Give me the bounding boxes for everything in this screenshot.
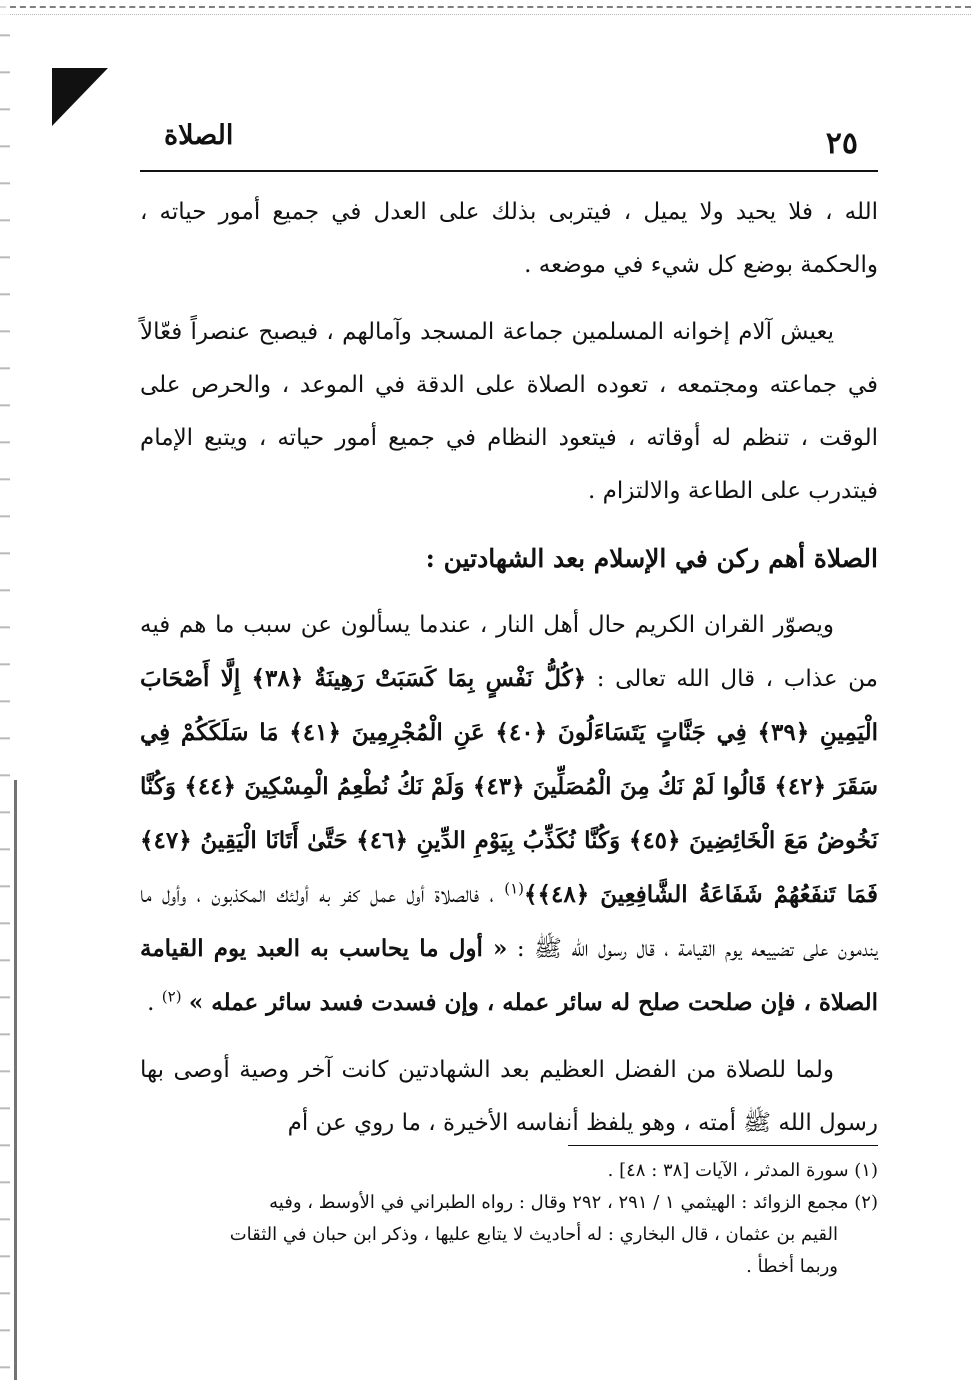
scan-artifact-top-2: [0, 14, 971, 15]
footnote-2-line-1: (٢) مجمع الزوائد : الهيثمي ١ / ٢٩١ ، ٢٩٢ وقال : رواه الطبراني في الأوسط ، وفيه: [269, 1192, 878, 1213]
paragraph-1: الله ، فلا يحيد ولا يميل ، فيتربى بذلك على العدل في جميع أمور حياته ، والحكمة بوضع كل شيء في موضعه .: [140, 199, 878, 278]
footnote-2-line-3: وربما أخطأ .: [746, 1256, 838, 1277]
paragraph-3-intro: ويصوّر القران الكريم حال أهل النار ، عندما يسألون عن سبب ما هم فيه من عذاب ، قال الله تعالى :: [140, 612, 878, 692]
paragraph-2: يعيش آلام إخوانه المسلمين جماعة المسجد وآمالهم ، فيصبح عنصراً فعّالاً في جماعته ومجتمعه ، تعوده الصلاة على الدقة في الموعد ، والحرص على الوقت ، تنظم له أوقاته ، فيتعود النظام في جميع أمور حياته ، ويتبع الإمام فيتدرب على الطاعة والالتزام .: [140, 319, 878, 504]
hadith-quote: « أول ما يحاسب به العبد يوم القيامة الصلاة ، فإن صلحت صلح له سائر عمله ، وإن فسدت فسد سائر عمله »: [140, 935, 878, 1016]
page-number: ٢٥: [825, 126, 858, 161]
footnote-ref-1: (١): [504, 879, 525, 898]
running-header: [140, 120, 880, 170]
header-rule: [140, 170, 878, 172]
paragraph-3-middle: ، فالصلاة أول عمل كفر به أولئك المكذبون ، وأول ما يندمون على تضييعه يوم القيامة ، قال رسول الله ﷺ :: [140, 882, 878, 962]
paragraph-3: [140, 599, 878, 1030]
paragraph-3-end: .: [147, 990, 155, 1016]
section-heading: الصلاة أهم ركن في الإسلام بعد الشهادتين :: [425, 544, 878, 573]
chapter-title: الصلاة: [164, 120, 234, 151]
scan-artifact-left-edge: [0, 0, 10, 1393]
footnote-ref-2: (٢): [161, 987, 182, 1006]
paragraph-4: ولما للصلاة من الفضل العظيم بعد الشهادتين كانت آخر وصية أوصى بها رسول الله ﷺ أمته ، وهو يلفظ أنفاسه الأخيرة ، ما روي عن أم: [140, 1057, 878, 1136]
scan-artifact-top: [0, 6, 971, 8]
main-text: [140, 186, 878, 1164]
footnotes: [130, 1156, 878, 1284]
corner-triangle-mark: [52, 68, 108, 126]
footnote-1: (١) سورة المدثر ، الآيات [٣٨ : ٤٨] .: [607, 1160, 878, 1181]
footnote-rule: [568, 1145, 878, 1146]
footnote-2-line-2: القيم بن عثمان ، قال البخاري : له أحاديث لا يتابع عليها ، وذكر ابن حبان في الثقات: [229, 1224, 838, 1245]
quran-verse: ﴿كُلُّ نَفْسٍ بِمَا كَسَبَتْ رَهِينَةٌ ﴿٣٨﴾ إِلَّا أَصْحَابَ الْيَمِينِ ﴿٣٩﴾ فِي جَنَّاتٍ يَتَسَاءَلُونَ ﴿٤٠﴾ عَنِ الْمُجْرِمِينَ ﴿٤١﴾ مَا سَلَكَكُمْ فِي سَقَرَ ﴿٤٢﴾ قَالُوا لَمْ نَكُ مِنَ الْمُصَلِّينَ ﴿٤٣﴾ وَلَمْ نَكُ نُطْعِمُ الْمِسْكِينَ ﴿٤٤﴾ وَكُنَّا نَخُوضُ مَعَ الْخَائِضِينَ ﴿٤٥﴾ وَكُنَّا نُكَذِّبُ بِيَوْمِ الدِّينِ ﴿٤٦﴾ حَتَّىٰ أَتَانَا الْيَقِينُ ﴿٤٧﴾ فَمَا تَنفَعُهُمْ شَفَاعَةُ الشَّافِعِينَ ﴿٤٨﴾﴾: [140, 665, 879, 908]
scan-artifact-left-bar: [14, 780, 17, 1380]
